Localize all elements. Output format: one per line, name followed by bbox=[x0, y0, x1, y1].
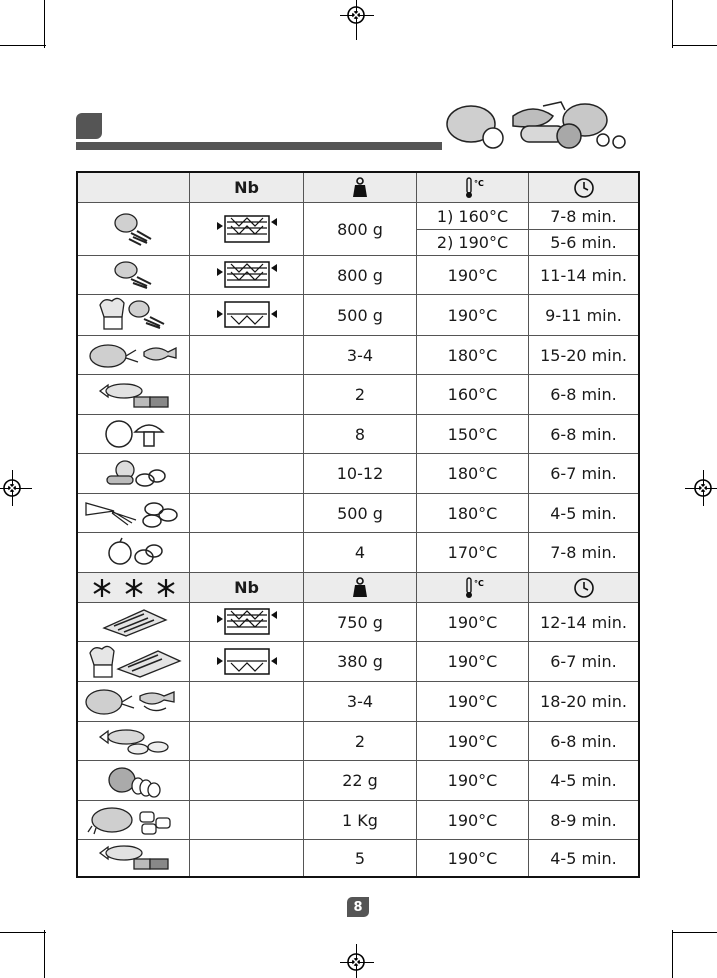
basket-cell bbox=[190, 336, 304, 374]
quantity-cell: 380 g bbox=[304, 642, 417, 681]
fish-fillet-icon bbox=[78, 375, 190, 414]
quantity-cell: 3-4 bbox=[304, 682, 417, 721]
mushroom-icon bbox=[78, 415, 190, 453]
nb-column-header: Nb bbox=[190, 173, 304, 202]
registration-mark-icon bbox=[345, 951, 367, 973]
frozen-header-row bbox=[78, 573, 638, 603]
temperature-cell: 190°C bbox=[417, 295, 529, 335]
apple-rings-icon bbox=[78, 533, 190, 572]
time-cell: 6-7 min. bbox=[550, 652, 617, 671]
basket-half-icon bbox=[190, 642, 304, 681]
temperature-cell: 180°C bbox=[417, 336, 529, 374]
table-row bbox=[78, 256, 638, 295]
table-row bbox=[78, 761, 638, 801]
basket-cell bbox=[190, 415, 304, 453]
table-row bbox=[78, 454, 638, 494]
basket-full-icon bbox=[190, 203, 304, 255]
time-cell: 7-8 min. bbox=[550, 543, 617, 562]
quantity-cell: 3-4 bbox=[304, 336, 417, 374]
time-cell: 11-14 min. bbox=[540, 265, 627, 285]
basket-cell bbox=[190, 682, 304, 721]
table-row bbox=[78, 801, 638, 840]
basket-cell bbox=[190, 801, 304, 839]
time-cell: 4-5 min. bbox=[550, 848, 617, 868]
quantity-cell: 5 bbox=[304, 840, 417, 876]
chef-frozen-fries-icon bbox=[78, 642, 190, 681]
table-row bbox=[78, 295, 638, 336]
time-cell: 6-8 min. bbox=[550, 385, 617, 404]
chicken-icon bbox=[78, 682, 190, 721]
basket-cell bbox=[190, 494, 304, 532]
frozen-fries-icon bbox=[78, 603, 190, 641]
nb-column-header: Nb bbox=[190, 573, 304, 602]
food-illustration-icon bbox=[443, 96, 641, 158]
quantity-cell: 500 g bbox=[304, 494, 417, 532]
crop-mark bbox=[672, 45, 717, 46]
food-column-header bbox=[78, 173, 190, 202]
quantity-cell: 750 g bbox=[304, 603, 417, 641]
chicken-icon bbox=[78, 336, 190, 374]
temperature-cell bbox=[417, 203, 529, 255]
time-cell bbox=[529, 203, 638, 255]
time-cell: 6-7 min. bbox=[550, 464, 617, 483]
table-row bbox=[78, 533, 638, 573]
registration-mark-icon bbox=[345, 4, 367, 26]
crop-mark bbox=[672, 930, 673, 978]
basket-cell bbox=[190, 375, 304, 414]
temperature-cell: 190°C bbox=[417, 761, 529, 800]
quantity-cell: 800 g bbox=[304, 203, 417, 255]
cooking-table bbox=[76, 171, 640, 878]
basket-cell bbox=[190, 533, 304, 572]
crop-mark bbox=[0, 932, 46, 933]
fish-fillet-icon bbox=[78, 840, 190, 876]
table-row bbox=[78, 415, 638, 454]
section-badge bbox=[76, 113, 102, 139]
time-cell: 4-5 min. bbox=[550, 503, 617, 523]
temperature-step-1: 1) 160°C bbox=[417, 203, 528, 230]
frozen-stars-icon bbox=[78, 573, 190, 602]
weight-icon bbox=[304, 173, 417, 202]
crop-mark bbox=[672, 0, 673, 48]
time-cell: 15-20 min. bbox=[540, 345, 627, 365]
potato-fries-icon bbox=[78, 203, 190, 255]
potato-fries-icon bbox=[78, 256, 190, 294]
thermometer-icon bbox=[417, 173, 529, 202]
quantity-cell: 800 g bbox=[304, 256, 417, 294]
time-cell: 8-9 min. bbox=[550, 810, 617, 830]
table-row bbox=[78, 840, 638, 876]
quantity-cell: 8 bbox=[304, 415, 417, 453]
time-cell: 9-11 min. bbox=[545, 305, 622, 325]
thermometer-icon bbox=[417, 573, 529, 602]
onion-rings-icon bbox=[78, 454, 190, 493]
time-step-2: 5-6 min. bbox=[550, 232, 617, 252]
time-step-1: 7-8 min. bbox=[529, 203, 638, 230]
crop-mark bbox=[44, 930, 45, 978]
quantity-cell: 500 g bbox=[304, 295, 417, 335]
temperature-step-2: 2) 190°C bbox=[436, 232, 509, 252]
table-header-row bbox=[78, 173, 638, 203]
svg-text:°C: °C bbox=[473, 578, 484, 588]
temperature-cell: 190°C bbox=[417, 801, 529, 839]
basket-full-icon bbox=[190, 603, 304, 641]
temperature-cell: 190°C bbox=[417, 682, 529, 721]
temperature-cell: 150°C bbox=[417, 415, 529, 453]
basket-half-icon bbox=[190, 295, 304, 335]
temperature-cell: 190°C bbox=[417, 722, 529, 760]
table-row bbox=[78, 682, 638, 722]
temperature-cell: 190°C bbox=[417, 603, 529, 641]
time-cell: 6-8 min. bbox=[550, 731, 617, 751]
table-row bbox=[78, 336, 638, 375]
header-rule bbox=[76, 142, 442, 150]
timer-icon bbox=[529, 173, 638, 202]
quantity-cell: 10-12 bbox=[304, 454, 417, 493]
time-cell: 12-14 min. bbox=[540, 612, 627, 632]
temperature-cell: 190°C bbox=[417, 840, 529, 876]
page-number: 8 bbox=[347, 897, 369, 917]
chef-potato-fries-icon bbox=[78, 295, 190, 335]
temperature-cell: 190°C bbox=[417, 256, 529, 294]
svg-text:°C: °C bbox=[473, 178, 484, 188]
ham-slices-icon bbox=[78, 761, 190, 800]
fish-icon bbox=[78, 722, 190, 760]
quantity-cell: 1 Kg bbox=[304, 801, 417, 839]
quantity-cell: 2 bbox=[304, 375, 417, 414]
table-row bbox=[78, 603, 638, 642]
quantity-cell: 22 g bbox=[304, 761, 417, 800]
time-cell: 18-20 min. bbox=[540, 692, 627, 711]
time-cell: 4-5 min. bbox=[550, 771, 617, 790]
table-row bbox=[78, 494, 638, 533]
basket-cell bbox=[190, 454, 304, 493]
chicken-nuggets-icon bbox=[78, 801, 190, 839]
crop-mark bbox=[0, 45, 46, 46]
crop-mark bbox=[672, 932, 717, 933]
basket-cell bbox=[190, 722, 304, 760]
basket-cell bbox=[190, 761, 304, 800]
temperature-cell: 180°C bbox=[417, 454, 529, 493]
quantity-cell: 4 bbox=[304, 533, 417, 572]
table-row bbox=[78, 642, 638, 682]
weight-icon bbox=[304, 573, 417, 602]
temperature-cell: 180°C bbox=[417, 494, 529, 532]
time-cell: 6-8 min. bbox=[550, 424, 617, 444]
table-row bbox=[78, 203, 638, 256]
squid-rings-icon bbox=[78, 494, 190, 532]
table-row bbox=[78, 375, 638, 415]
table-row bbox=[78, 722, 638, 761]
basket-full-icon bbox=[190, 256, 304, 294]
registration-mark-icon bbox=[1, 477, 23, 499]
basket-cell bbox=[190, 840, 304, 876]
temperature-cell: 160°C bbox=[417, 375, 529, 414]
temperature-cell: 170°C bbox=[417, 533, 529, 572]
temperature-cell: 190°C bbox=[417, 642, 529, 681]
quantity-cell: 2 bbox=[304, 722, 417, 760]
timer-icon bbox=[529, 573, 638, 602]
crop-mark bbox=[44, 0, 45, 48]
registration-mark-icon bbox=[692, 477, 714, 499]
